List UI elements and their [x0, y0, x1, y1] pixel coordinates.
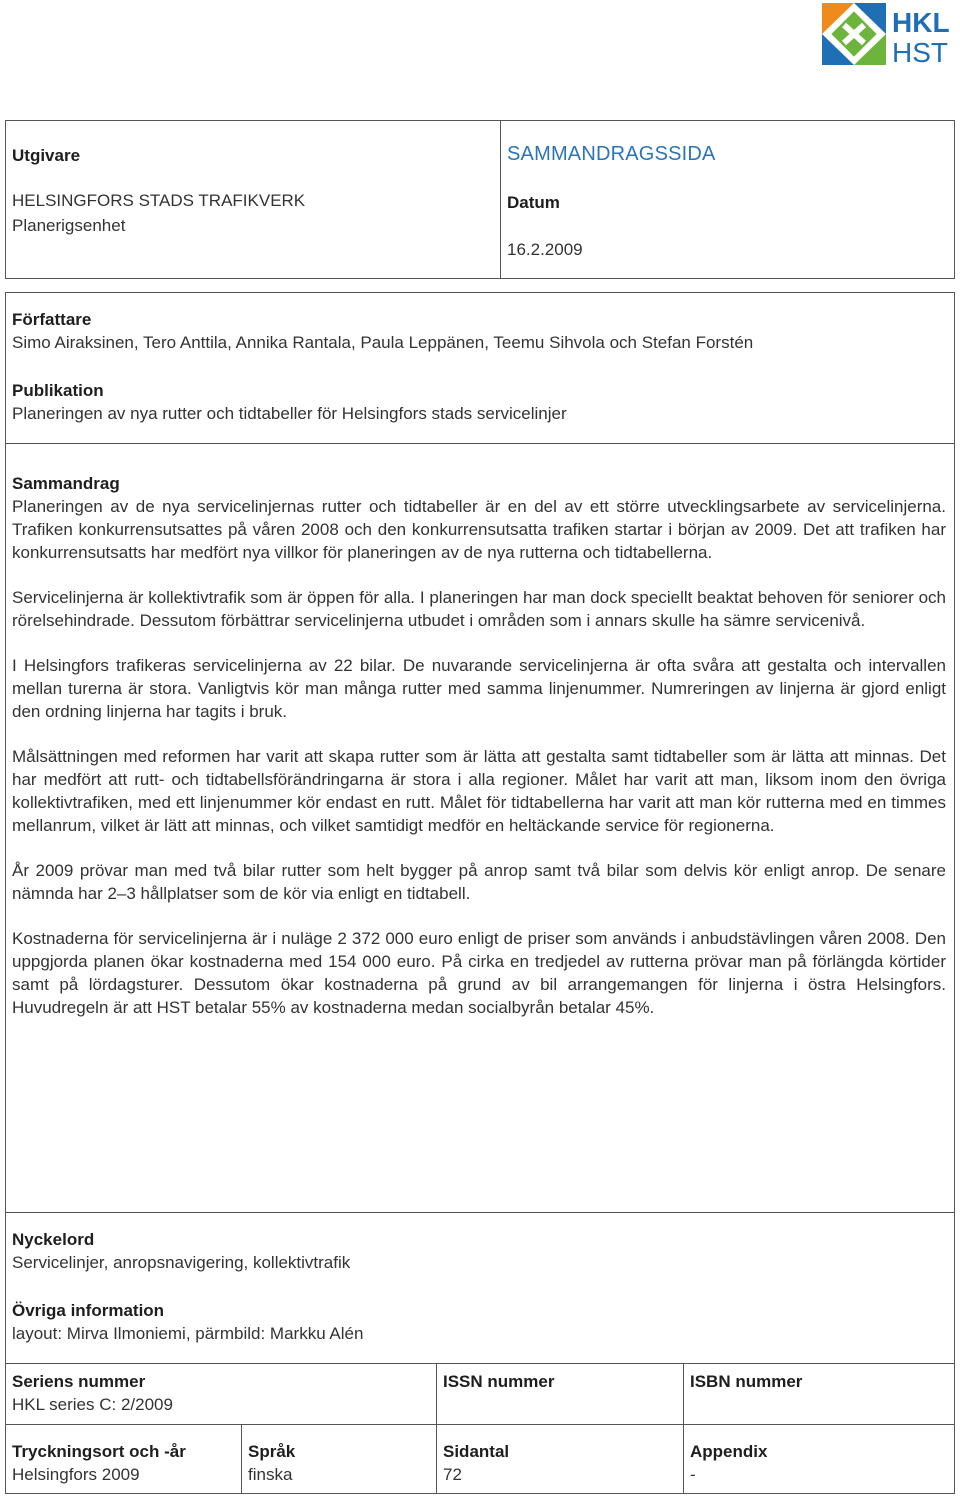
page-count-value: 72: [443, 1465, 462, 1484]
print-place-value: Helsingfors 2009: [12, 1465, 140, 1484]
language-cell: [241, 1424, 437, 1494]
summary-content: [12, 472, 946, 1041]
isbn-label: ISBN nummer: [690, 1372, 803, 1391]
hkl-hst-wordmark: [892, 5, 956, 65]
keywords-label: Nyckelord: [12, 1230, 95, 1249]
summary-paragraph: Målsättningen med reformen har varit att skapa rutter som är lätta att gestalta samt tidtabeller som är lätta att minnas. Det har medfört att rutt- och tidtabellsförändringarna är stora i alla regioner. Målet har varit att man, liksom inom den övriga kollektivtrafiken, med ett linjenummer kör endast en rutt. Målet för tidtabellerna har varit att man kör rutterna med en timmes mellanrum, vilket är lätt att minnas, och vilket samtidigt medför en heltäckande service för regionerna.: [12, 747, 946, 835]
publisher-cell: [5, 120, 501, 279]
issn-label: ISSN nummer: [443, 1372, 555, 1391]
appendix-value: -: [690, 1465, 696, 1484]
summary-paragraph: År 2009 prövar man med två bilar rutter som helt bygger på anrop samt två bilar som delvis kör enligt anrop. De senare nämnda har 2–3 hållplatser som de kör via enligt en tidtabell.: [12, 861, 946, 903]
date-value: 16.2.2009: [507, 240, 583, 259]
summary-paragraph: Planeringen av de nya servicelinjernas rutter och tidtabeller är en del av ett större utvecklingsarbete av servicelinjerna. Trafiken konkurrensutsattes på våren 2008 och den konkurrensutsatta trafiken startar i början av 2009. Det att trafiken har konkurrensutsatts har medfört nya villkor för planeringen av de nya rutterna och tidtabellerna.: [12, 497, 946, 562]
summary-paragraph: Servicelinjerna är kollektivtrafik som är öppen för alla. I planeringen har man dock speciellt beaktat behoven för seniorer och rörelsehindrade. Dessutom förbättrar servicelinjerna utbudet i områden som i annars skulle ha sämre servicenivå.: [12, 588, 946, 630]
series-number-value: HKL series C: 2/2009: [12, 1395, 173, 1414]
date-label: Datum: [507, 193, 560, 212]
keywords-value: Servicelinjer, anropsnavigering, kollektivtrafik: [12, 1253, 351, 1272]
other-info-value: layout: Mirva Ilmoniemi, pärmbild: Markku Alén: [12, 1324, 364, 1343]
authors-label: Författare: [12, 310, 92, 329]
page-count-label: Sidantal: [443, 1442, 510, 1461]
summary-paragraph: Kostnaderna för servicelinjerna är i nuläge 2 372 000 euro enligt de priser som används i anbudstävlingen våren 2008. Den uppgjorda planen ökar kostnaderna med 154 000 euro. På cirka en tredjedel av rutterna prövar man på förlängda körtider samt på lördagsturer. Dessutom ökar kostnaderna på grund av bil arrangemangen för linjerna i östra Helsingfors. Huvudregeln är att HST betalar 55% av kostnaderna medan socialbyrån betalar 45%.: [12, 929, 946, 1017]
series-number-label: Seriens nummer: [12, 1372, 146, 1391]
print-place-label: Tryckningsort och -år: [12, 1442, 186, 1461]
page-count-cell: [436, 1424, 684, 1494]
logo-line1: HKL: [892, 7, 950, 38]
summary-paragraph: I Helsingfors trafikeras servicelinjerna av 22 bilar. De nuvarande servicelinjerna är ofta svåra att gestalta och intervallen mellan turerna är stora. Vanligtvis kör man många rutter med samma linjenummer. Numreringen av linjerna är gjord enligt den ordning linjerna har tagits i bruk.: [12, 656, 946, 721]
issn-cell: [436, 1363, 684, 1425]
document-type-cell: [500, 120, 955, 279]
authors-publication-box: [5, 292, 955, 444]
summary-label: Sammandrag: [12, 474, 120, 493]
page-type-title: SAMMANDRAGSSIDA: [507, 143, 716, 165]
series-number-cell: [5, 1363, 437, 1425]
isbn-cell: [683, 1363, 955, 1425]
publication-label: Publikation: [12, 381, 104, 400]
publisher-label: Utgivare: [12, 146, 81, 165]
language-label: Språk: [248, 1442, 296, 1461]
publisher-unit: Planerigsenhet: [12, 216, 126, 235]
logo-line2: HST: [892, 37, 948, 65]
keywords-info-box: [5, 1212, 955, 1364]
print-place-cell: [5, 1424, 242, 1494]
appendix-label: Appendix: [690, 1442, 768, 1461]
publication-value: Planeringen av nya rutter och tidtabeller för Helsingfors stads servicelinjer: [12, 404, 567, 423]
publisher-name: HELSINGFORS STADS TRAFIKVERK: [12, 191, 306, 210]
hkl-logo-mark-icon: [822, 3, 886, 65]
language-value: finska: [248, 1465, 293, 1484]
other-info-label: Övriga information: [12, 1301, 165, 1320]
hkl-hst-logo: [822, 3, 956, 65]
authors-value: Simo Airaksinen, Tero Anttila, Annika Rantala, Paula Leppänen, Teemu Sihvola och Stefan Forstén: [12, 333, 754, 352]
appendix-cell: [683, 1424, 955, 1494]
summary-box: [5, 443, 955, 1213]
